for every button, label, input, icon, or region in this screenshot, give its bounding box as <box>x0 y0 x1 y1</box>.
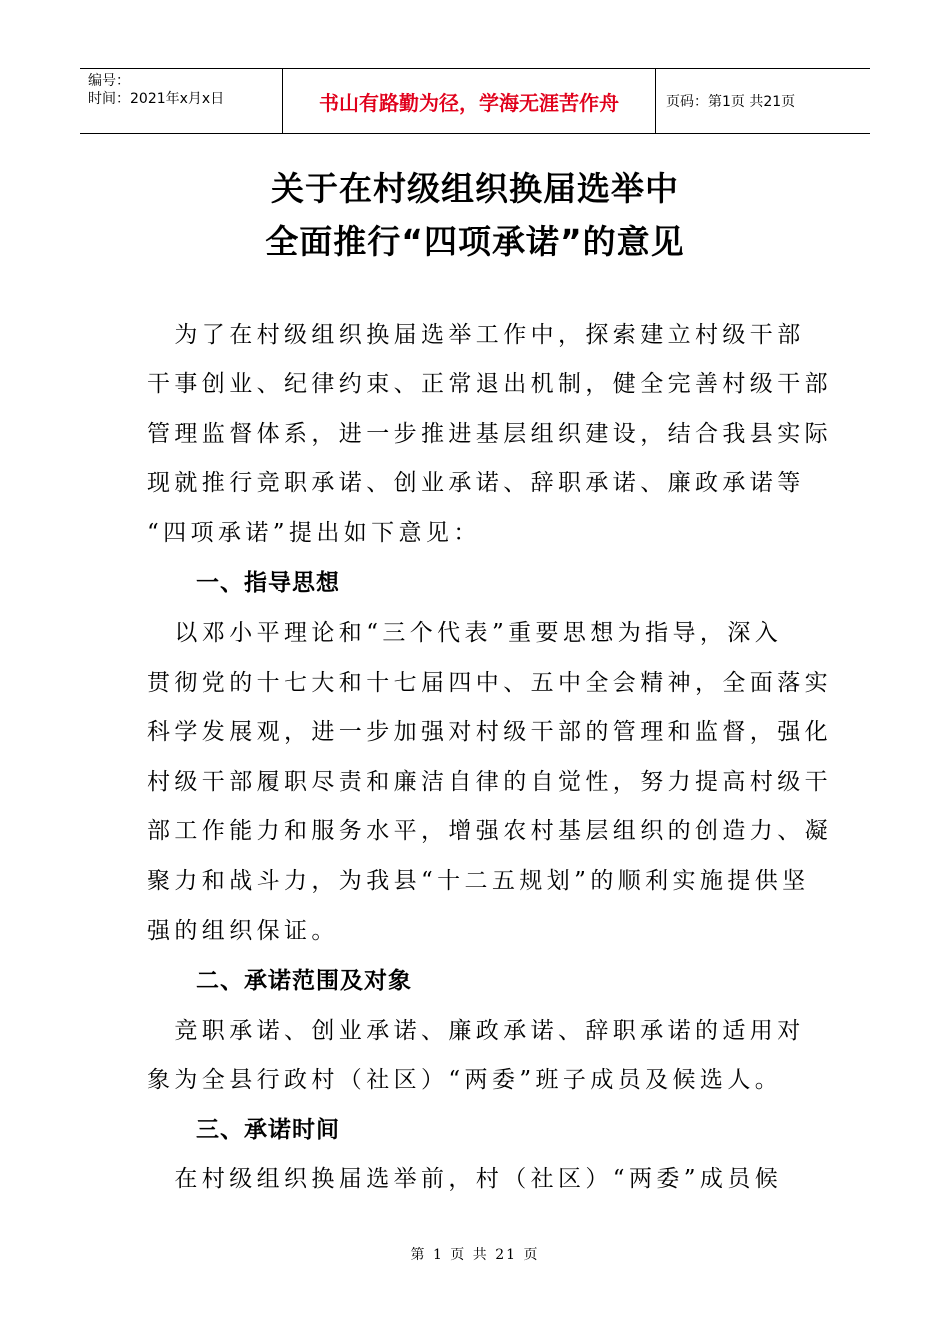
section-heading-2: 二、承诺范围及对象 <box>196 968 412 994</box>
paragraph-line: 科学发展观，进一步加强对村级干部的管理和监督，强化 <box>147 719 832 745</box>
document-title-line-1: 关于在村级组织换届选举中 <box>271 169 679 208</box>
paragraph-line: 为了在村级组织换届选举工作中，探索建立村级干部 <box>147 322 805 348</box>
paragraph-line: 以邓小平理论和“三个代表”重要思想为指导，深入 <box>147 620 783 646</box>
paragraph-line: 聚力和战斗力，为我县“十二五规划”的顺利实施提供坚 <box>147 868 810 894</box>
header-meta <box>80 69 282 133</box>
paragraph-line: 象为全县行政村（社区）“两委”班子成员及候选人。 <box>147 1067 783 1093</box>
section-heading-3: 三、承诺时间 <box>196 1117 340 1143</box>
page-footer: 第 1 页 共 21 页 <box>410 1247 540 1263</box>
paragraph-line: 现就推行竞职承诺、创业承诺、辞职承诺、廉政承诺等 <box>147 470 805 496</box>
paragraph-line: 竞职承诺、创业承诺、廉政承诺、辞职承诺的适用对 <box>147 1018 805 1044</box>
section-heading-1: 一、指导思想 <box>196 570 340 596</box>
paragraph-line: 强的组织保证。 <box>147 918 339 944</box>
paragraph-line: 管理监督体系，进一步推进基层组织建设，结合我县实际 <box>147 421 832 447</box>
paragraph-line: 部工作能力和服务水平，增强农村基层组织的创造力、凝 <box>147 818 832 844</box>
paragraph-line: 村级干部履职尽责和廉洁自律的自觉性，努力提高村级干 <box>147 769 832 795</box>
header-motto: 书山有路勤为径，学海无涯苦作舟 <box>282 69 656 133</box>
paragraph-line: “四项承诺”提出如下意见： <box>147 520 481 546</box>
time-label: 时间：2021年x月x日 <box>88 91 225 107</box>
header-page-info: 页码：第1页 共21页 <box>666 94 796 110</box>
number-label: 编号： <box>88 73 130 89</box>
document-header <box>80 68 870 134</box>
paragraph-line: 贯彻党的十七大和十七届四中、五中全会精神，全面落实 <box>147 670 832 696</box>
document-title-line-2: 全面推行“四项承诺”的意见 <box>265 222 685 261</box>
paragraph-line: 干事创业、纪律约束、正常退出机制，健全完善村级干部 <box>147 371 832 397</box>
paragraph-line: 在村级组织换届选举前，村（社区）“两委”成员候 <box>147 1166 783 1192</box>
